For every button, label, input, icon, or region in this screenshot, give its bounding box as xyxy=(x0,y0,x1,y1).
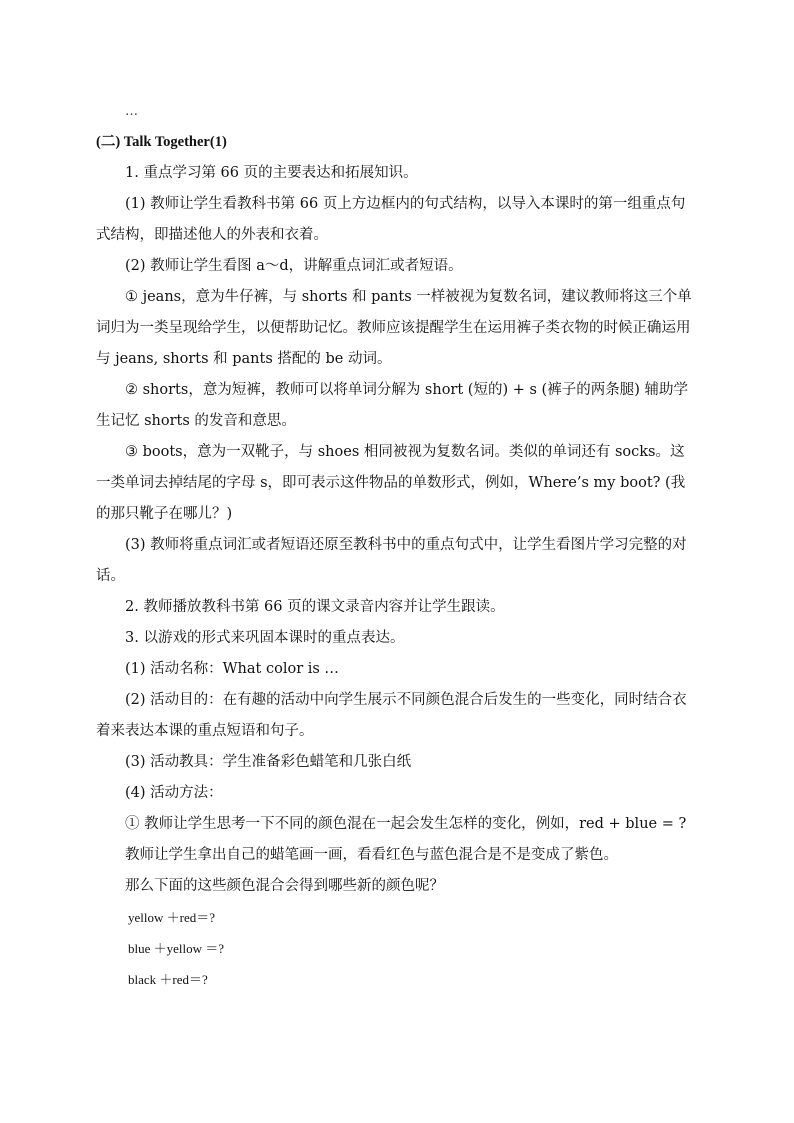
formula-2: blue ＋yellow ＝? xyxy=(128,941,225,956)
document-content xyxy=(96,96,698,995)
paragraph-12: (3) 活动教具：学生准备彩色蜡笔和几张白纸 xyxy=(125,754,412,770)
top-ellipsis: … xyxy=(125,104,138,119)
formula-1: yellow ＋red＝? xyxy=(128,910,216,925)
paragraph-1: 1. 重点学习第 66 页的主要表达和拓展知识。 xyxy=(125,165,418,181)
paragraph-13: (4) 活动方法： xyxy=(125,785,223,801)
paragraph-8: 2. 教师播放教科书第 66 页的课文录音内容并让学生跟读。 xyxy=(125,599,505,615)
paragraph-4: ① jeans，意为牛仔裤，与 shorts 和 pants 一样被视为复数名词，建议教师将这三个单词归为一类呈现给学生，以便帮助记忆。教师应该提醒学生在运用裤子类衣物的时候正确运用与 jeans, shorts 和 pants 搭配的 be 动词。 xyxy=(96,289,692,367)
paragraph-11: (2) 活动目的：在有趣的活动中向学生展示不同颜色混合后发生的一些变化，同时结合衣着来表达本课的重点短语和句子。 xyxy=(96,692,687,739)
paragraph-14: ① 教师让学生思考一下不同的颜色混在一起会发生怎样的变化，例如，red + blue = ? xyxy=(125,816,687,832)
paragraph-6: ③ boots，意为一双靴子，与 shoes 相同被视为复数名词。类似的单词还有 socks。这一类单词去掉结尾的字母 s，即可表示这件物品的单数形式，例如，Where’s my boot? (我的那只靴子在哪儿？) xyxy=(96,444,686,522)
paragraph-2: (1) 教师让学生看教科书第 66 页上方边框内的句式结构，以导入本课时的第一组重点句式结构，即描述他人的外表和衣着。 xyxy=(96,196,686,243)
paragraph-15: 教师让学生拿出自己的蜡笔画一画，看看红色与蓝色混合是不是变成了紫色。 xyxy=(125,847,618,863)
paragraph-5: ② shorts，意为短裤，教师可以将单词分解为 short (短的) + s (裤子的两条腿) 辅助学生记忆 shorts 的发音和意思。 xyxy=(96,382,688,429)
paragraph-16: 那么下面的这些颜色混合会得到哪些新的颜色呢？ xyxy=(125,878,444,894)
paragraph-3: (2) 教师让学生看图 a～d，讲解重点词汇或者短语。 xyxy=(125,258,463,274)
paragraph-9: 3. 以游戏的形式来巩固本课时的重点表达。 xyxy=(125,630,405,646)
paragraph-10: (1) 活动名称：What color is … xyxy=(125,661,339,677)
formula-3: black ＋red＝? xyxy=(128,972,208,987)
paragraph-7: (3) 教师将重点词汇或者短语还原至教科书中的重点句式中，让学生看图片学习完整的对话。 xyxy=(96,537,687,584)
section-heading: (二) Talk Together(1) xyxy=(96,134,227,150)
